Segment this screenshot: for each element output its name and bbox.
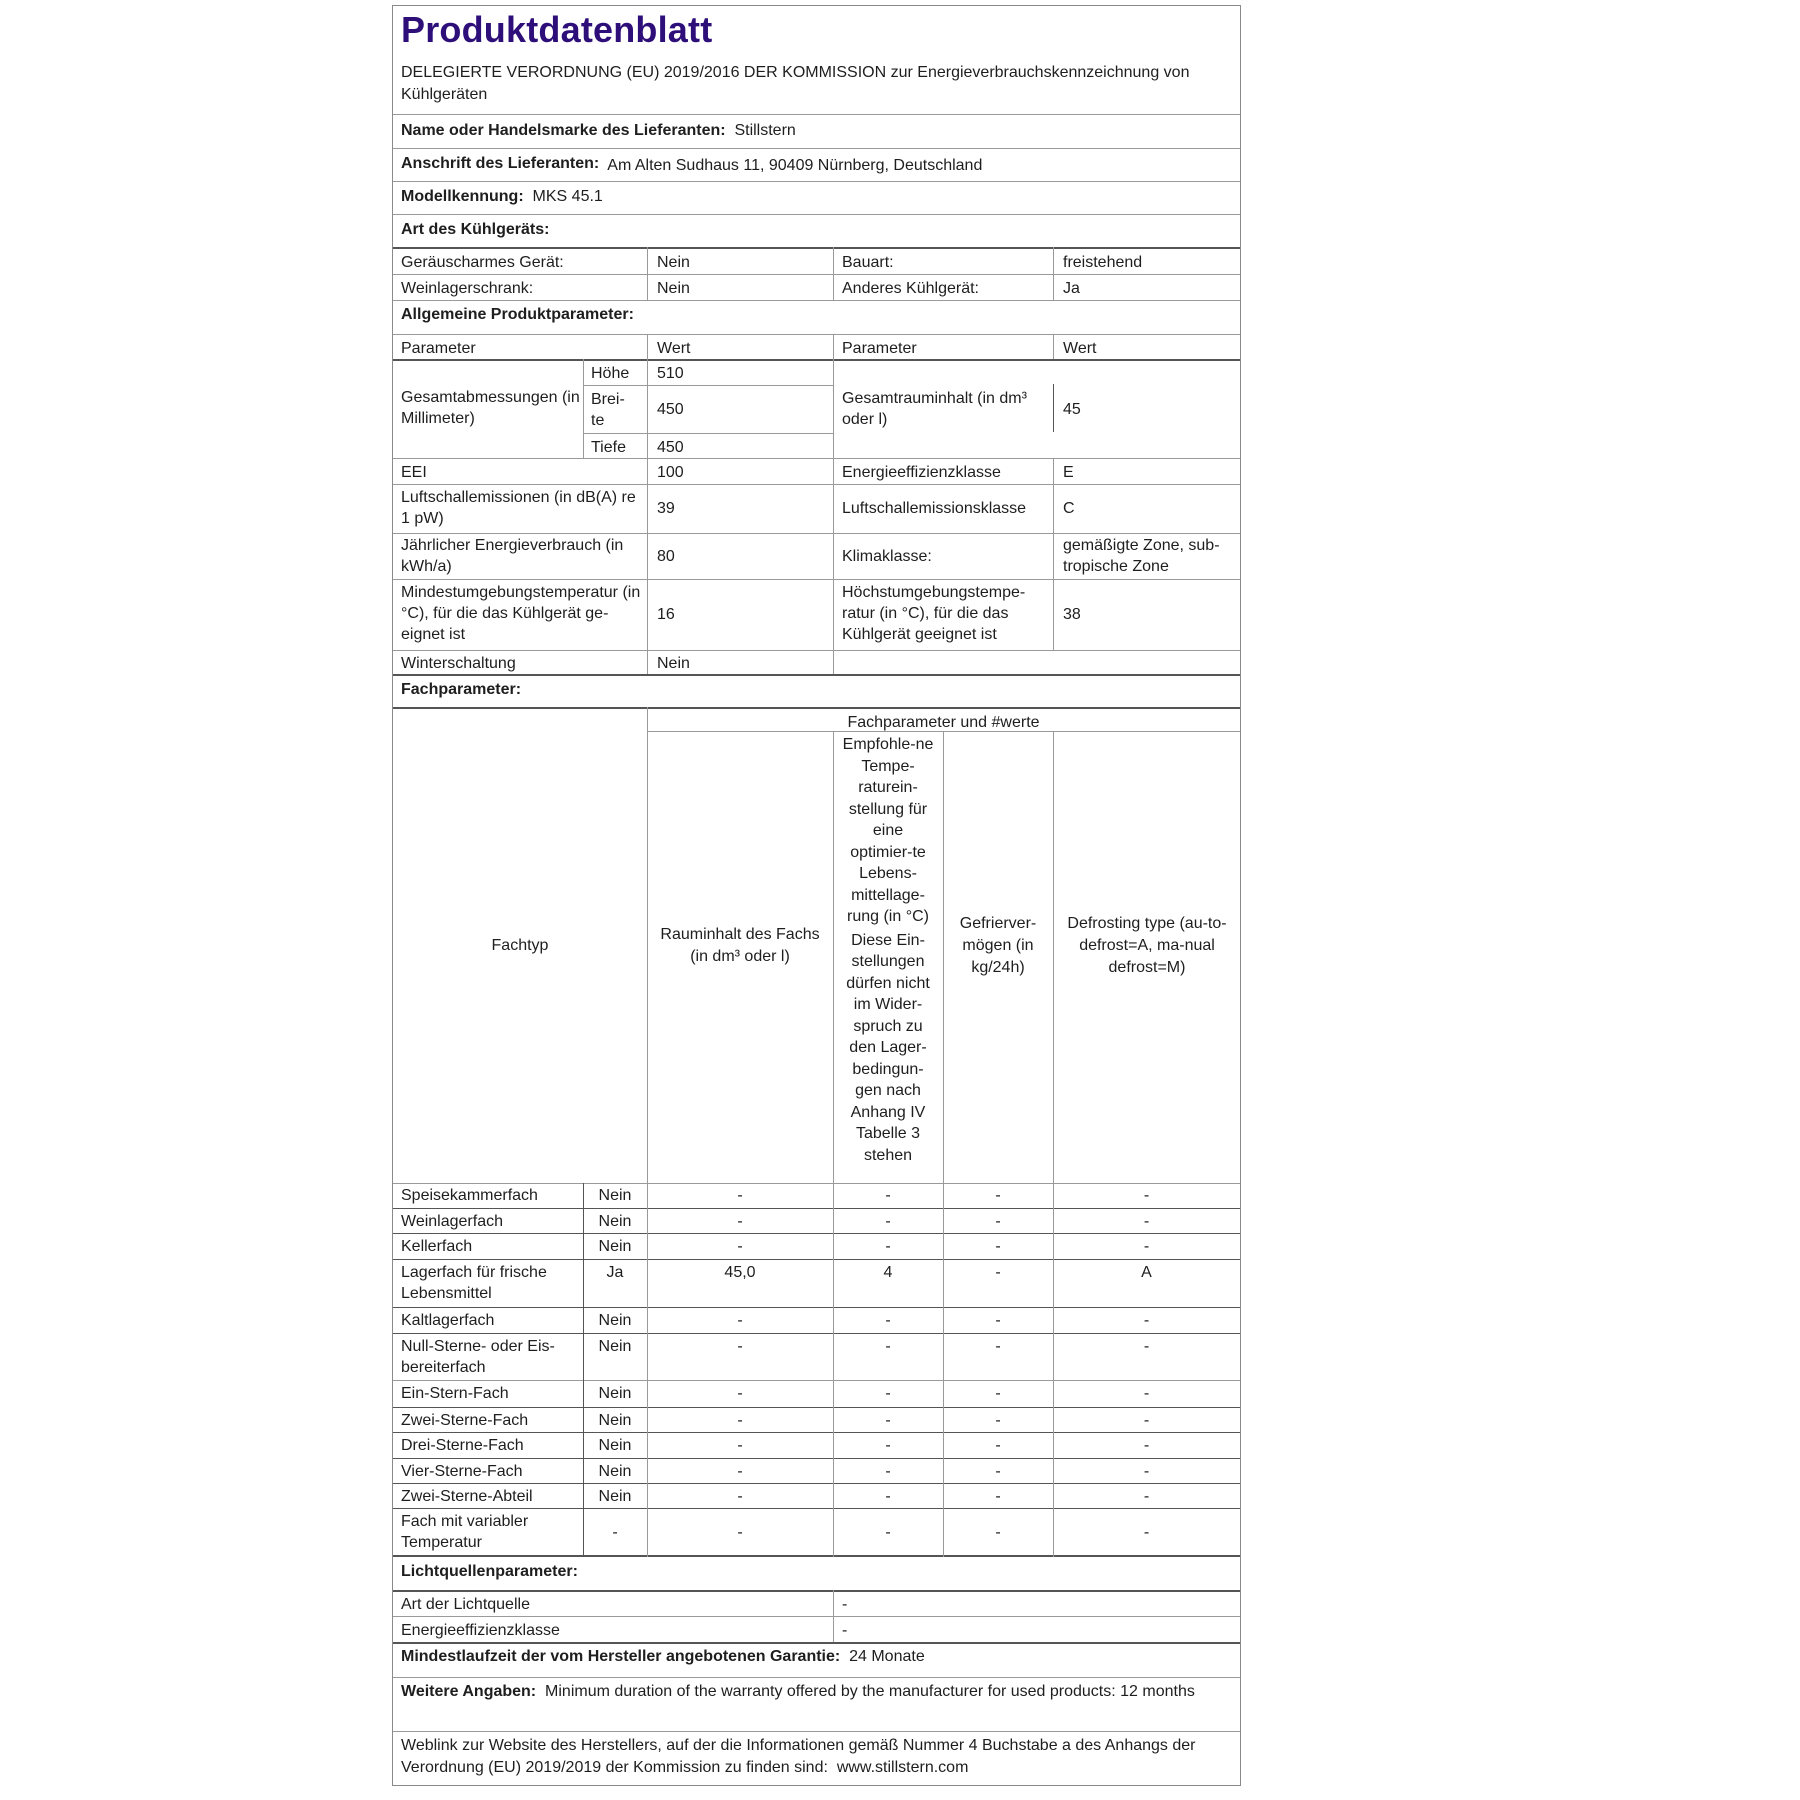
eei-label: EEI bbox=[401, 464, 427, 481]
compartment-volume: - bbox=[737, 1385, 743, 1402]
weblink-url[interactable]: www.stillstern.com bbox=[836, 1759, 969, 1776]
table-row bbox=[393, 1433, 1240, 1459]
compartment-volume: - bbox=[737, 1312, 743, 1329]
col-volume: Rauminhalt des Fachs (in dm³ oder l) bbox=[660, 926, 820, 965]
compartment-temp: - bbox=[885, 1187, 891, 1204]
compartment-freeze: - bbox=[995, 1488, 1001, 1505]
table-row bbox=[393, 1308, 1240, 1334]
table-row bbox=[393, 1260, 1240, 1308]
compartment-defrost: - bbox=[1143, 1213, 1150, 1230]
compartment-freeze: - bbox=[995, 1524, 1001, 1541]
compartment-present: Nein bbox=[598, 1238, 632, 1255]
compartment-name: Kellerfach bbox=[401, 1238, 473, 1255]
min-temp-value: 16 bbox=[657, 606, 675, 623]
warranty-value: 24 Monate bbox=[849, 1648, 925, 1665]
compartment-defrost: - bbox=[1143, 1238, 1150, 1255]
compartment-freeze: - bbox=[995, 1463, 1001, 1480]
warranty-row bbox=[401, 1646, 925, 1667]
compartment-temp: - bbox=[885, 1213, 891, 1230]
table-row bbox=[393, 1234, 1240, 1260]
table-row bbox=[393, 1408, 1240, 1433]
compartment-volume: - bbox=[737, 1238, 743, 1255]
compartment-present: Nein bbox=[598, 1463, 632, 1480]
further-value: Minimum duration of the warranty offered by the manufacturer for used products: 12 months bbox=[545, 1683, 1195, 1700]
col-value-2: Wert bbox=[1063, 340, 1097, 357]
compartment-volume: 45,0 bbox=[724, 1264, 756, 1281]
compartment-present: - bbox=[612, 1524, 618, 1541]
compartment-volume: - bbox=[737, 1488, 743, 1505]
width-label: Brei-te bbox=[591, 391, 625, 429]
compartment-temp: - bbox=[885, 1488, 891, 1505]
low-noise-value: Nein bbox=[657, 254, 690, 271]
compartment-present: Nein bbox=[598, 1338, 632, 1355]
compartment-name: Drei-Sterne-Fach bbox=[401, 1437, 524, 1454]
table-row bbox=[393, 1509, 1240, 1557]
table-row bbox=[393, 1381, 1240, 1408]
further-label: Weitere Angaben: bbox=[401, 1683, 537, 1700]
col-freeze: Gefrierver-mögen (in kg/24h) bbox=[959, 915, 1037, 976]
compartment-freeze: - bbox=[995, 1213, 1001, 1230]
max-temp-value: 38 bbox=[1063, 606, 1081, 623]
wine-cabinet-value: Nein bbox=[657, 280, 690, 297]
warranty-label: Mindestlaufzeit der vom Hersteller angebotenen Garantie: bbox=[401, 1648, 841, 1665]
compartment-freeze: - bbox=[995, 1437, 1001, 1454]
width-value: 450 bbox=[657, 401, 684, 418]
dimensions-label: Gesamtabmessungen (in Millimeter) bbox=[401, 389, 580, 427]
compartment-temp: - bbox=[885, 1385, 891, 1402]
compartment-present: Nein bbox=[598, 1312, 632, 1329]
compartment-name: Vier-Sterne-Fach bbox=[401, 1463, 523, 1480]
table-row bbox=[393, 1209, 1240, 1234]
compartments-heading: Fachparameter: bbox=[401, 681, 522, 698]
light-type-value: - bbox=[842, 1596, 848, 1613]
compartment-name: Zwei-Sterne-Fach bbox=[401, 1412, 529, 1429]
compartment-present: Ja bbox=[606, 1264, 624, 1281]
annual-energy-label: Jährlicher Energieverbrauch (in kWh/a) bbox=[401, 537, 624, 575]
light-type-label: Art der Lichtquelle bbox=[401, 1596, 530, 1613]
compartment-name: Null-Sterne- oder Eis-bereiterfach bbox=[401, 1338, 555, 1376]
col-compartment-type: Fachtyp bbox=[491, 937, 549, 954]
compartment-present: Nein bbox=[598, 1187, 632, 1204]
compartment-temp: - bbox=[885, 1412, 891, 1429]
table-row bbox=[393, 1334, 1240, 1381]
compartment-volume: - bbox=[737, 1524, 743, 1541]
col-defrost: Defrosting type (au-to-defrost=A, ma-nual defrost=M) bbox=[1067, 915, 1227, 976]
col-param-1: Parameter bbox=[401, 340, 476, 357]
eei-value: 100 bbox=[657, 464, 684, 481]
other-appliance-value: Ja bbox=[1063, 280, 1080, 297]
climate-class-label: Klimaklasse: bbox=[842, 548, 932, 565]
height-label: Höhe bbox=[591, 365, 630, 382]
model-value: MKS 45.1 bbox=[532, 188, 603, 205]
compartment-name: Speisekammerfach bbox=[401, 1187, 538, 1204]
compartment-volume: - bbox=[737, 1412, 743, 1429]
annual-energy-value: 80 bbox=[657, 548, 675, 565]
general-heading: Allgemeine Produktparameter: bbox=[401, 306, 634, 323]
compartment-present: Nein bbox=[598, 1385, 632, 1402]
address-row bbox=[401, 153, 982, 174]
compartment-defrost: - bbox=[1143, 1488, 1150, 1505]
compartment-freeze: - bbox=[995, 1385, 1001, 1402]
compartment-temp: - bbox=[885, 1238, 891, 1255]
compartment-volume: - bbox=[737, 1338, 743, 1355]
compartment-volume: - bbox=[737, 1187, 743, 1204]
compartment-group-header: Fachparameter und #werte bbox=[847, 714, 1040, 731]
compartment-temp: - bbox=[885, 1338, 891, 1355]
noise-class-label: Luftschallemissionsklasse bbox=[842, 500, 1027, 517]
weblink-text: Weblink zur Website des Herstellers, auf der die Informationen gemäß Nummer 4 Buchstabe a des Anhangs der Verordnung (EU) 2019/2019 der Kommission zu finden sind: bbox=[401, 1737, 1196, 1776]
winter-label: Winterschaltung bbox=[401, 655, 516, 672]
compartment-volume: - bbox=[737, 1437, 743, 1454]
product-data-sheet bbox=[392, 5, 1241, 1786]
supplier-value: Stillstern bbox=[734, 122, 796, 139]
address-value: Am Alten Sudhaus 11, 90409 Nürnberg, Deutschland bbox=[607, 157, 983, 174]
light-heading: Lichtquellenparameter: bbox=[401, 1563, 578, 1580]
compartment-name: Fach mit variabler Temperatur bbox=[401, 1513, 529, 1551]
energy-class-value: E bbox=[1063, 464, 1074, 481]
compartment-temp: - bbox=[885, 1312, 891, 1329]
compartment-present: Nein bbox=[598, 1437, 632, 1454]
compartment-volume: - bbox=[737, 1463, 743, 1480]
table-row bbox=[393, 1459, 1240, 1484]
compartment-temp: - bbox=[885, 1463, 891, 1480]
noise-class-value: C bbox=[1063, 500, 1075, 517]
supplier-label: Name oder Handelsmarke des Lieferanten: bbox=[401, 122, 726, 139]
noise-value: 39 bbox=[657, 500, 675, 517]
compartment-name: Weinlagerfach bbox=[401, 1213, 503, 1230]
other-appliance-label: Anderes Kühlgerät: bbox=[842, 280, 979, 297]
compartment-present: Nein bbox=[598, 1412, 632, 1429]
compartment-defrost: - bbox=[1143, 1312, 1150, 1329]
design-value: freistehend bbox=[1063, 254, 1143, 271]
compartment-freeze: - bbox=[995, 1187, 1001, 1204]
regulation-subtitle: DELEGIERTE VERORDNUNG (EU) 2019/2016 DER KOMMISSION zur Energieverbrauchskennzeichnung von Kühlgeräten bbox=[401, 64, 1190, 103]
compartment-freeze: - bbox=[995, 1238, 1001, 1255]
min-temp-label: Mindestumgebungstemperatur (in °C), für die das Kühlgerät ge-eignet ist bbox=[401, 584, 641, 643]
compartment-present: Nein bbox=[598, 1213, 632, 1230]
compartment-volume: - bbox=[737, 1213, 743, 1230]
compartment-freeze: - bbox=[995, 1264, 1001, 1281]
col-value-1: Wert bbox=[657, 340, 691, 357]
compartment-temp: 4 bbox=[883, 1264, 893, 1281]
further-info bbox=[401, 1681, 1221, 1703]
col-param-2: Parameter bbox=[842, 340, 917, 357]
col-temp-note: Diese Ein-stellungen dürfen nicht im Wider-spruch zu den Lager-bedingun-gen nach Anhang IV Tabelle 3 stehen bbox=[846, 931, 930, 1164]
compartment-name: Ein-Stern-Fach bbox=[401, 1385, 509, 1402]
compartment-defrost: A bbox=[1141, 1264, 1152, 1281]
compartment-defrost: - bbox=[1143, 1463, 1150, 1480]
light-energy-class-label: Energieeffizienzklasse bbox=[401, 1622, 560, 1639]
noise-label: Luftschallemissionen (in dB(A) re 1 pW) bbox=[401, 489, 636, 527]
compartment-freeze: - bbox=[995, 1312, 1001, 1329]
total-volume-label: Gesamtrauminhalt (in dm³ oder l) bbox=[842, 390, 1027, 428]
winter-value: Nein bbox=[657, 655, 690, 672]
supplier-row bbox=[401, 120, 796, 141]
compartment-name: Zwei-Sterne-Abteil bbox=[401, 1488, 533, 1505]
page-title: Produktdatenblatt bbox=[401, 9, 713, 50]
compartment-defrost: - bbox=[1143, 1412, 1150, 1429]
climate-class-value: gemäßigte Zone, sub-tropische Zone bbox=[1063, 537, 1220, 575]
compartment-defrost: - bbox=[1143, 1338, 1150, 1355]
wine-cabinet-label: Weinlagerschrank: bbox=[401, 280, 534, 297]
low-noise-label: Geräuscharmes Gerät: bbox=[401, 254, 564, 271]
compartment-defrost: - bbox=[1143, 1385, 1150, 1402]
compartment-defrost: - bbox=[1143, 1187, 1150, 1204]
depth-label: Tiefe bbox=[591, 439, 626, 456]
model-label: Modellkennung: bbox=[401, 188, 524, 205]
address-label: Anschrift des Lieferanten: bbox=[401, 155, 600, 172]
compartment-defrost: - bbox=[1143, 1437, 1150, 1454]
compartment-freeze: - bbox=[995, 1412, 1001, 1429]
max-temp-label: Höchstumgebungstempe-ratur (in °C), für die das Kühlgerät geeignet ist bbox=[842, 584, 1026, 643]
energy-class-label: Energieeffizienzklasse bbox=[842, 464, 1001, 481]
total-volume-value: 45 bbox=[1063, 401, 1081, 418]
height-value: 510 bbox=[657, 365, 684, 382]
compartment-name: Lagerfach für frische Lebensmittel bbox=[401, 1264, 547, 1302]
model-row bbox=[401, 186, 603, 207]
table-row bbox=[393, 1484, 1240, 1509]
col-temp-header bbox=[833, 734, 943, 1166]
compartment-present: Nein bbox=[598, 1488, 632, 1505]
compartment-name: Kaltlagerfach bbox=[401, 1312, 495, 1329]
table-row bbox=[393, 1183, 1240, 1209]
type-heading: Art des Kühlgeräts: bbox=[401, 221, 550, 238]
col-temp: Empfohle-ne Tempe-raturein-stellung für eine optimier-te Lebens-mittellage-rung (in °C) bbox=[842, 736, 934, 925]
light-energy-class-value: - bbox=[842, 1622, 848, 1639]
design-label: Bauart: bbox=[842, 254, 894, 271]
depth-value: 450 bbox=[657, 439, 684, 456]
compartment-freeze: - bbox=[995, 1338, 1001, 1355]
compartment-temp: - bbox=[885, 1437, 891, 1454]
compartment-defrost: - bbox=[1143, 1524, 1150, 1541]
weblink-row bbox=[401, 1735, 1233, 1779]
compartment-temp: - bbox=[885, 1524, 891, 1541]
